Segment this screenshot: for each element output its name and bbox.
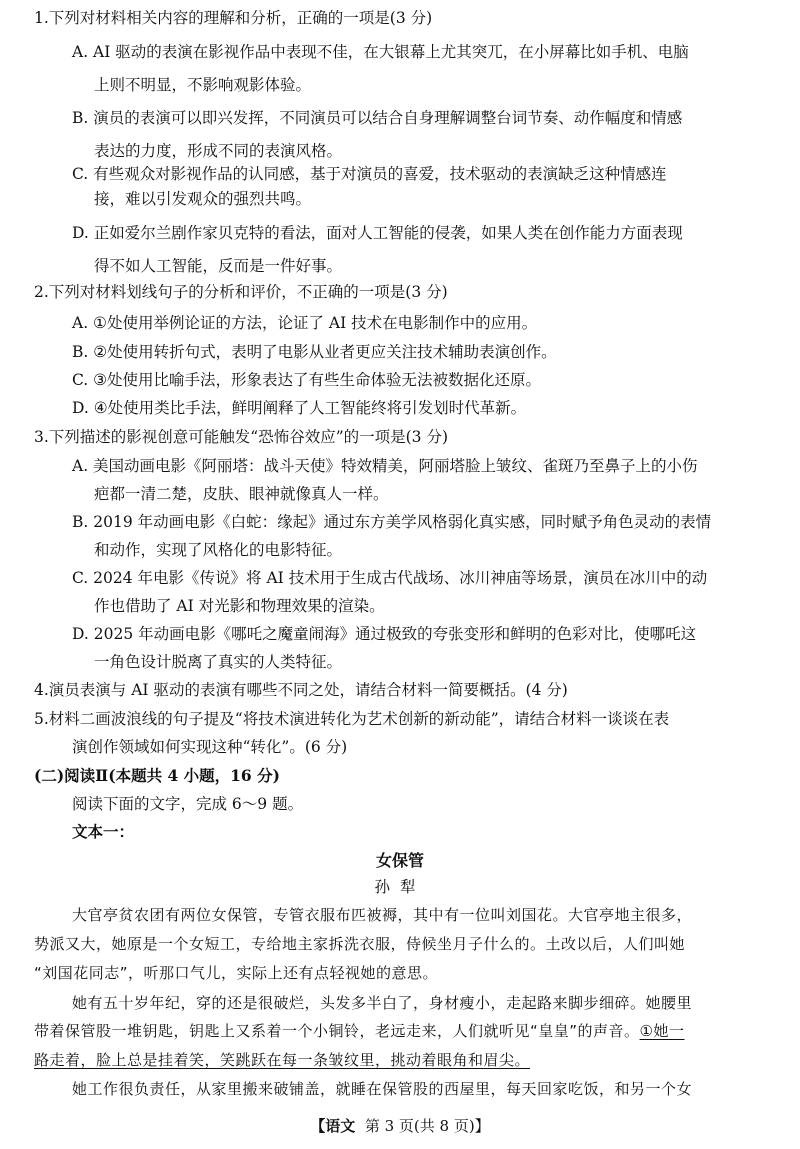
page-footer <box>0 1116 800 1135</box>
paragraph-2-line1: 她有五十岁年纪，穿的还是很破烂，头发多半白了，身材瘦小，走起路来脚步细碎。她腰里 <box>72 994 693 1012</box>
q4-stem: 4.演员表演与 AI 驱动的表演有哪些不同之处，请结合材料一简要概括。(4 分) <box>34 681 568 699</box>
paragraph-1-line1: 大官亭贫农团有两位女保管，专管衣服布匹被褥，其中有一位叫刘国花。大官亭地主很多， <box>72 906 693 924</box>
q1-option-d-line1: D. 正如爱尔兰剧作家贝克特的看法，面对人工智能的侵袭，如果人类在创作能力方面表现 <box>72 224 683 242</box>
q2-option-a: A. ①处使用举例论证的方法，论证了 AI 技术在电影制作中的应用。 <box>72 314 538 332</box>
q1-option-b-line2: 表达的力度，形成不同的表演风格。 <box>94 142 343 160</box>
q5-stem-line1: 5.材料二画波浪线的句子提及“将技术演进转化为艺术创新的新动能”，请结合材料一谈谈在表 <box>34 710 670 728</box>
section-heading: (二)阅读Ⅱ(本题共 4 小题，16 分) <box>34 766 280 785</box>
q2-option-c: C. ③处使用比喻手法，形象表达了有些生命体验无法被数据化还原。 <box>72 371 542 389</box>
passage-title: 女保管 <box>375 851 424 870</box>
footer-subject: 【语文 <box>310 1117 356 1135</box>
q3-option-a-line1: A. 美国动画电影《阿丽塔：战斗天使》特效精美，阿丽塔脸上皱纹、雀斑乃至鼻子上的小伤 <box>72 457 698 475</box>
footer-page-number: 第 3 页(共 8 页)】 <box>364 1117 490 1135</box>
q1-option-c-line1: C. 有些观众对影视作品的认同感，基于对演员的喜爱，技术驱动的表演缺乏这种情感连 <box>72 165 667 183</box>
q3-option-d-line2: 一角色设计脱离了真实的人类特征。 <box>94 653 343 671</box>
underlined-sentence-1: 路走着，脸上总是挂着笑，笑跳跃在每一条皱纹里，挑动着眼角和眉尖。 <box>34 1051 531 1069</box>
passage-author: 孙犁 <box>374 878 426 896</box>
q2-stem: 2.下列对材料划线句子的分析和评价，不正确的一项是(3 分) <box>34 283 448 301</box>
q3-stem: 3.下列描述的影视创意可能触发“恐怖谷效应”的一项是(3 分) <box>34 428 449 446</box>
paragraph-2-line2 <box>34 1021 685 1041</box>
q1-option-a-line1: A. AI 驱动的表演在影视作品中表现不佳，在大银幕上尤其突兀，在小屏幕比如手机、电脑 <box>72 43 689 61</box>
q2-option-d: D. ④处使用类比手法，鲜明阐释了人工智能终将引发划时代革新。 <box>72 399 527 417</box>
paragraph-1-line3: “刘国花同志”，听那口气儿，实际上还有点轻视她的意思。 <box>34 964 439 982</box>
q3-option-b-line2: 和动作，实现了风格化的电影特征。 <box>94 541 343 559</box>
underlined-sentence-1-start: ①她一 <box>639 1022 685 1040</box>
q1-stem: 1.下列对材料相关内容的理解和分析，正确的一项是(3 分) <box>34 9 433 27</box>
q5-stem-line2: 演创作领域如何实现这种“转化”。(6 分) <box>72 738 348 756</box>
reading-instruction: 阅读下面的文字，完成 6～9 题。 <box>72 795 304 813</box>
q3-option-c-line1: C. 2024 年电影《传说》将 AI 技术用于生成古代战场、冰川神庙等场景，演员在冰川中的动 <box>72 569 708 587</box>
q1-option-a-line2: 上则不明显，不影响观影体验。 <box>94 76 312 94</box>
q3-option-d-line1: D. 2025 年动画电影《哪吒之魔童闹海》通过极致的夸张变形和鲜明的色彩对比，使哪吒这 <box>72 625 697 643</box>
q3-option-c-line2: 作也借助了 AI 对光影和物理效果的渲染。 <box>94 597 385 615</box>
q3-option-b-line1: B. 2019 年动画电影《白蛇：缘起》通过东方美学风格弱化真实感，同时赋予角色灵动的表情 <box>72 513 712 531</box>
paragraph-3-line1: 她工作很负责任，从家里搬来破铺盖，就睡在保管股的西屋里，每天回家吃饭，和另一个女 <box>72 1080 693 1098</box>
q1-option-d-line2: 得不如人工智能，反而是一件好事。 <box>94 257 343 275</box>
q3-option-a-line2: 疤都一清二楚，皮肤、眼神就像真人一样。 <box>94 485 389 503</box>
q1-option-b-line1: B. 演员的表演可以即兴发挥，不同演员可以结合自身理解调整台词节奏、动作幅度和情感 <box>72 109 683 127</box>
q1-option-c-line2: 接，难以引发观众的强烈共鸣。 <box>94 190 312 208</box>
paragraph-2-text: 带着保管股一堆钥匙，钥匙上又系着一个小铜铃，老远走来，人们就听见“皇皇”的声音。 <box>34 1022 640 1040</box>
q2-option-b: B. ②处使用转折句式，表明了电影从业者更应关注技术辅助表演创作。 <box>72 343 557 361</box>
text-one-label: 文本一： <box>72 822 135 841</box>
paragraph-1-line2: 势派又大，她原是一个女短工，专给地主家拆洗衣服，侍候坐月子什么的。土改以后，人们叫她 <box>34 935 686 953</box>
